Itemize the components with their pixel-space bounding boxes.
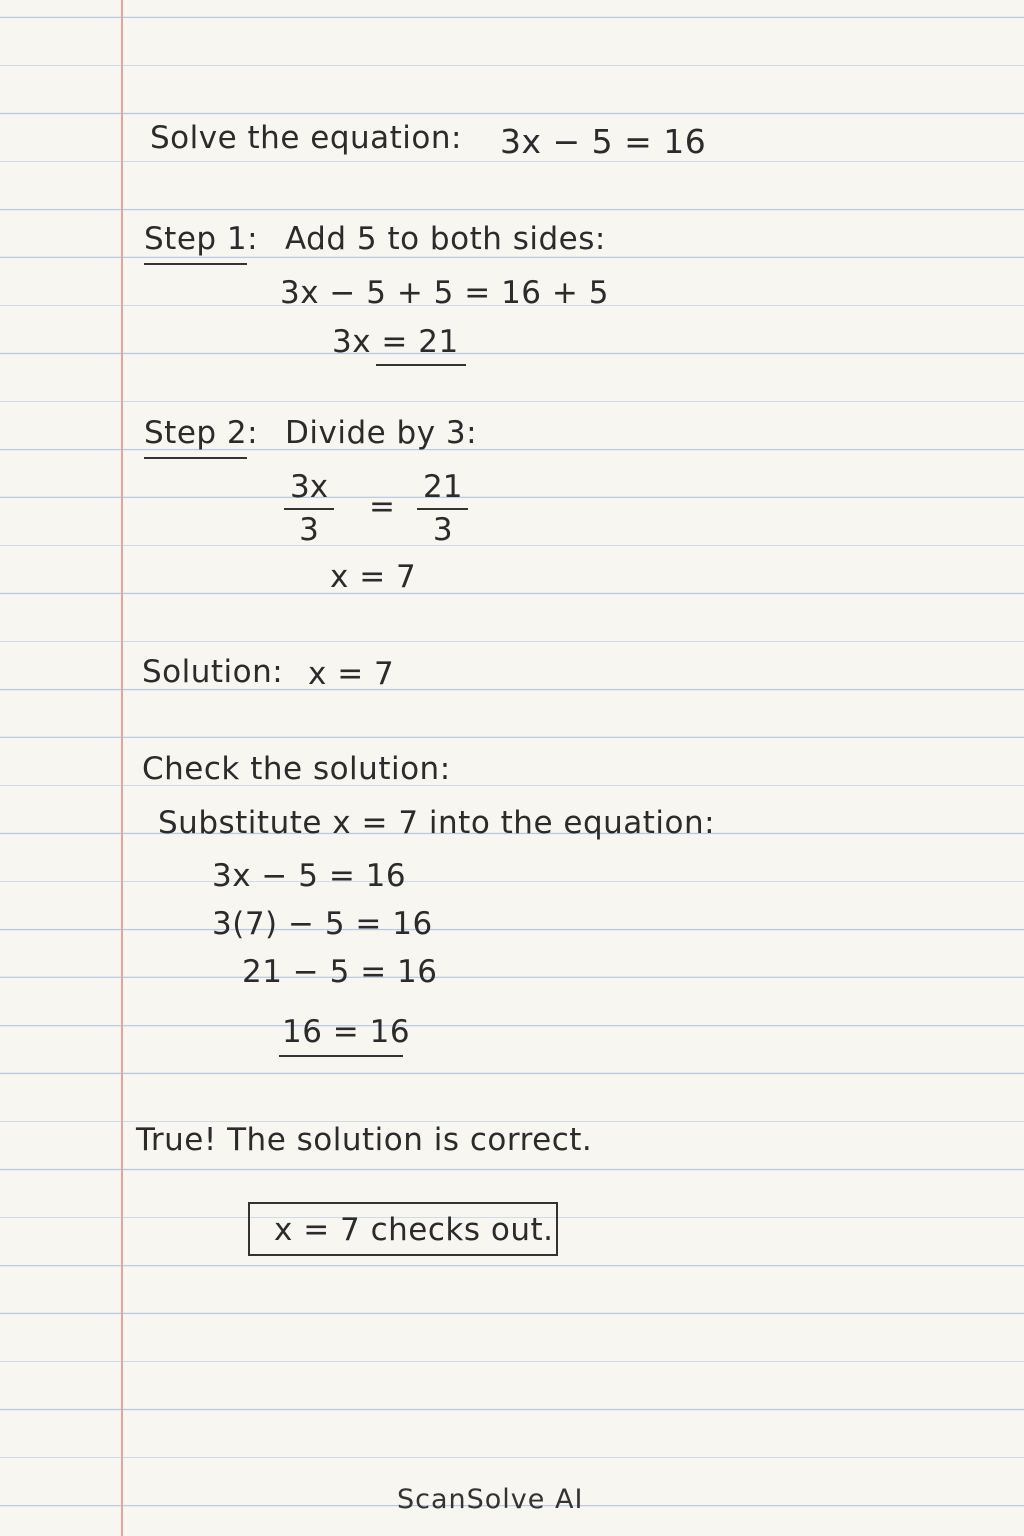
check-line-3: 21 − 5 = 16 [242, 954, 438, 990]
fraction-right [417, 469, 468, 548]
problem-equation: 3x − 5 = 16 [500, 122, 707, 161]
fraction-left [284, 469, 334, 548]
fraction-left-denominator: 3 [299, 512, 319, 548]
boxed-answer-text: x = 7 checks out. [274, 1212, 554, 1248]
problem-label: Solve the equation: [150, 120, 462, 156]
step1-heading [144, 221, 259, 257]
step1-label: Step 1 [144, 221, 247, 265]
boxed-answer [248, 1202, 558, 1256]
fraction-right-denominator: 3 [432, 512, 453, 548]
step2-colon: : [247, 415, 259, 451]
check-line-2: 3(7) − 5 = 16 [212, 906, 433, 942]
step2-heading [144, 415, 259, 451]
fraction-equals: = [369, 489, 396, 525]
step1-line2: 3x = 21 [332, 324, 459, 360]
check-instruction: Substitute x = 7 into the equation: [158, 805, 716, 841]
step2-label: Step 2 [144, 415, 247, 459]
fraction-right-numerator: 21 [417, 472, 468, 510]
step1-line1: 3x − 5 + 5 = 16 + 5 [280, 275, 609, 311]
step1-colon: : [247, 221, 259, 257]
check-final-underline [279, 1055, 403, 1057]
solution-value: x = 7 [308, 656, 395, 692]
solution-label: Solution: [142, 654, 284, 690]
fraction-left-numerator: 3x [284, 472, 334, 510]
check-line-1: 3x − 5 = 16 [212, 858, 407, 894]
step2-result: x = 7 [330, 559, 417, 595]
check-line-4: 16 = 16 [282, 1014, 411, 1050]
step2-description: Divide by 3: [285, 415, 478, 451]
footer-brand: ScanSolve AI [397, 1484, 584, 1515]
conclusion-text: True! The solution is correct. [136, 1122, 593, 1158]
step1-result-underline [376, 364, 466, 366]
margin-line [121, 0, 123, 1536]
step1-description: Add 5 to both sides: [285, 221, 606, 257]
check-heading: Check the solution: [142, 751, 451, 787]
